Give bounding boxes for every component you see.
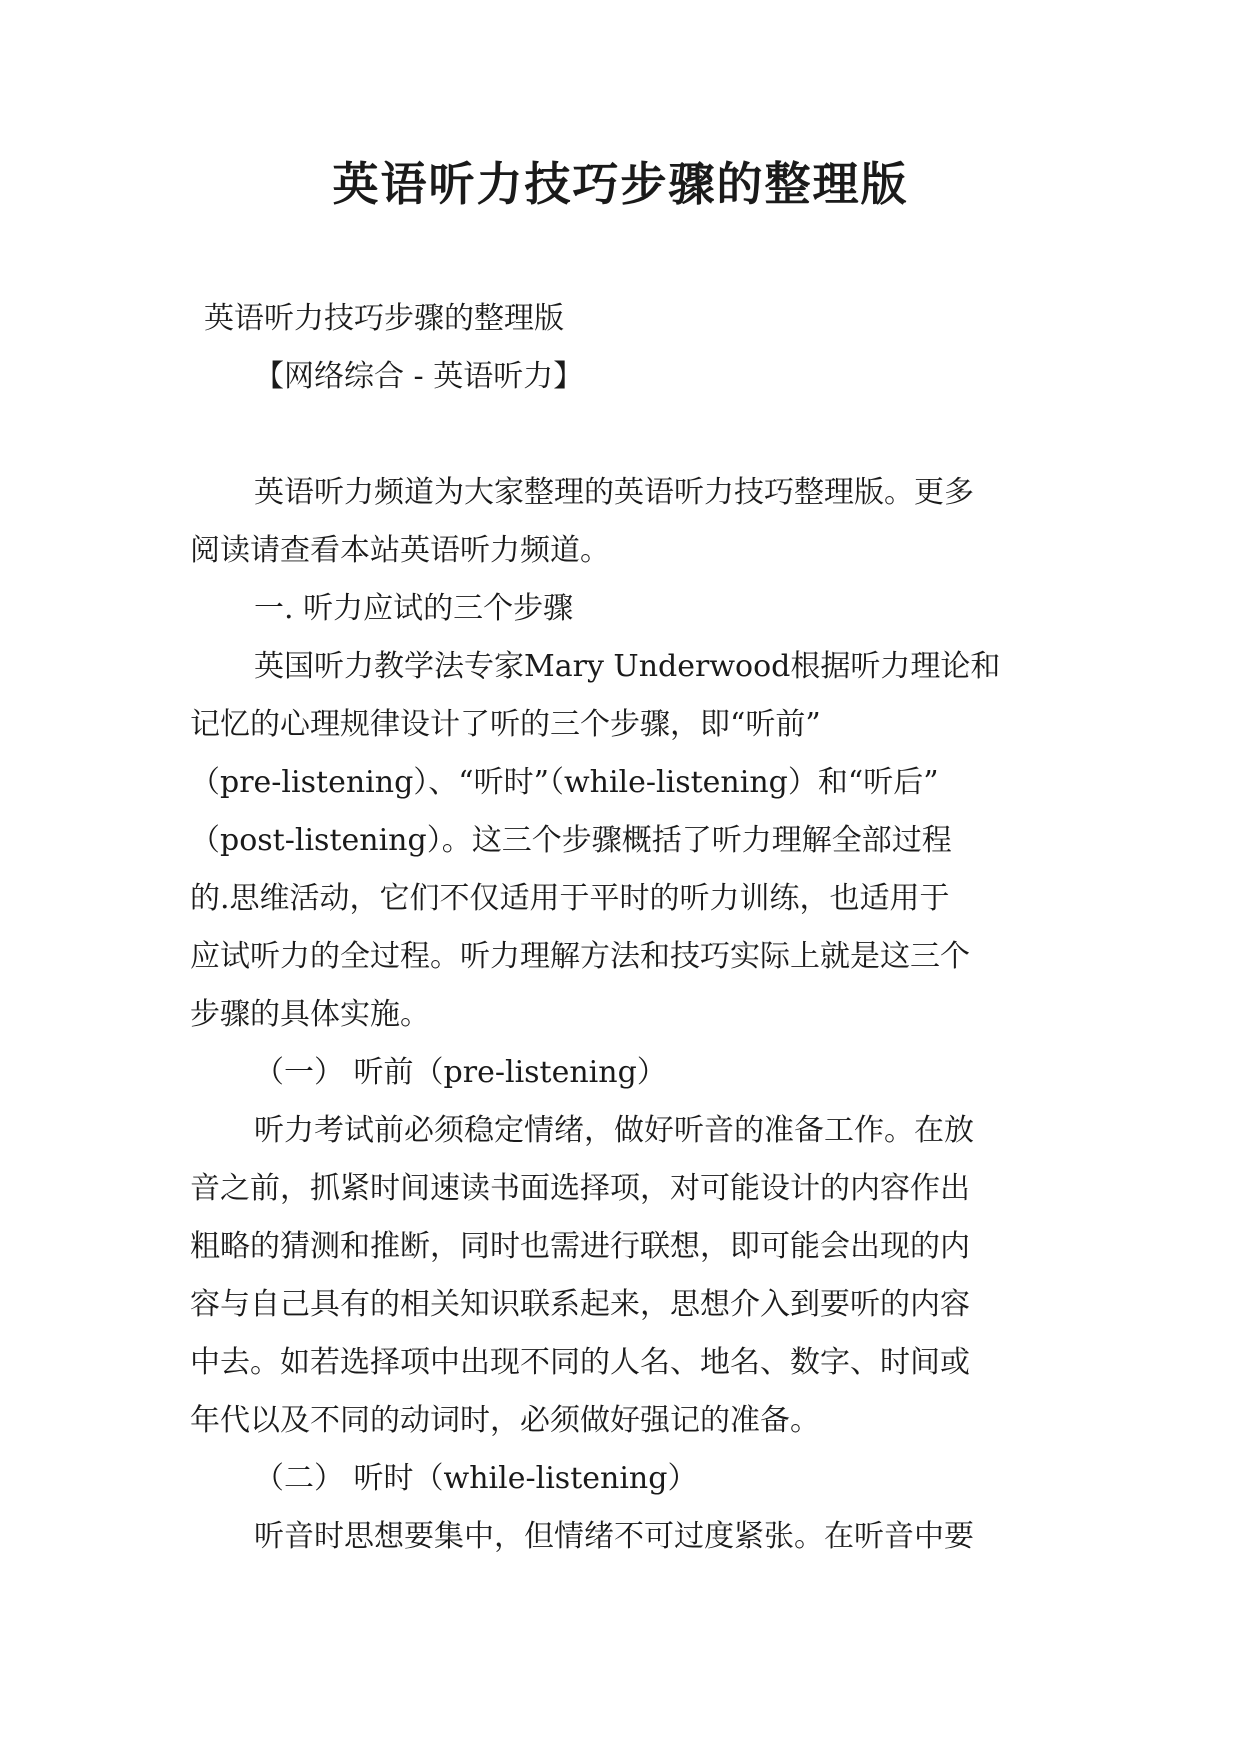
subsection-heading: （一） 听前（pre-listening） [254, 1055, 667, 1090]
paragraph-line: 音之前，抓紧时间速读书面选择项，对可能设计的内容作出 [190, 1171, 970, 1206]
paragraph-line: 步骤的具体实施。 [190, 997, 430, 1032]
subsection-heading: （二） 听时（while-listening） [254, 1461, 698, 1496]
paragraph-line: 中去。如若选择项中出现不同的人名、地名、数字、时间或 [190, 1345, 970, 1380]
paragraph-line: （post-listening）。这三个步骤概括了听力理解全部过程 [190, 823, 952, 858]
paragraph-line: 阅读请查看本站英语听力频道。 [190, 533, 610, 568]
blank-line [190, 406, 1050, 464]
section-heading: 一. 听力应试的三个步骤 [254, 591, 574, 626]
paragraph-line: 容与自己具有的相关知识联系起来，思想介入到要听的内容 [190, 1287, 970, 1322]
paragraph-line: 英国听力教学法专家Mary Underwood根据听力理论和 [254, 649, 1001, 684]
paragraph-line: （pre-listening）、“听时”（while-listening）和“听后” [190, 765, 939, 800]
paragraph-line: 应试听力的全过程。听力理解方法和技巧实际上就是这三个 [190, 939, 970, 974]
paragraph-line: 粗略的猜测和推断，同时也需进行联想，即可能会出现的内 [190, 1229, 970, 1264]
document-body [190, 290, 1050, 1566]
subtitle: 英语听力技巧步骤的整理版 [204, 301, 564, 336]
paragraph-line: 记忆的心理规律设计了听的三个步骤，即“听前” [190, 707, 821, 742]
document-title: 英语听力技巧步骤的整理版 [332, 157, 909, 211]
paragraph-line: 听力考试前必须稳定情绪，做好听音的准备工作。在放 [254, 1113, 974, 1148]
source-tag: 【网络综合 - 英语听力】 [254, 359, 584, 394]
paragraph-line: 听音时思想要集中，但情绪不可过度紧张。在听音中要 [254, 1519, 974, 1554]
paragraph-line: 年代以及不同的动词时，必须做好强记的准备。 [190, 1403, 820, 1438]
paragraph-line: 英语听力频道为大家整理的英语听力技巧整理版。更多 [254, 475, 974, 510]
paragraph-line: 的.思维活动，它们不仅适用于平时的听力训练，也适用于 [190, 881, 950, 916]
